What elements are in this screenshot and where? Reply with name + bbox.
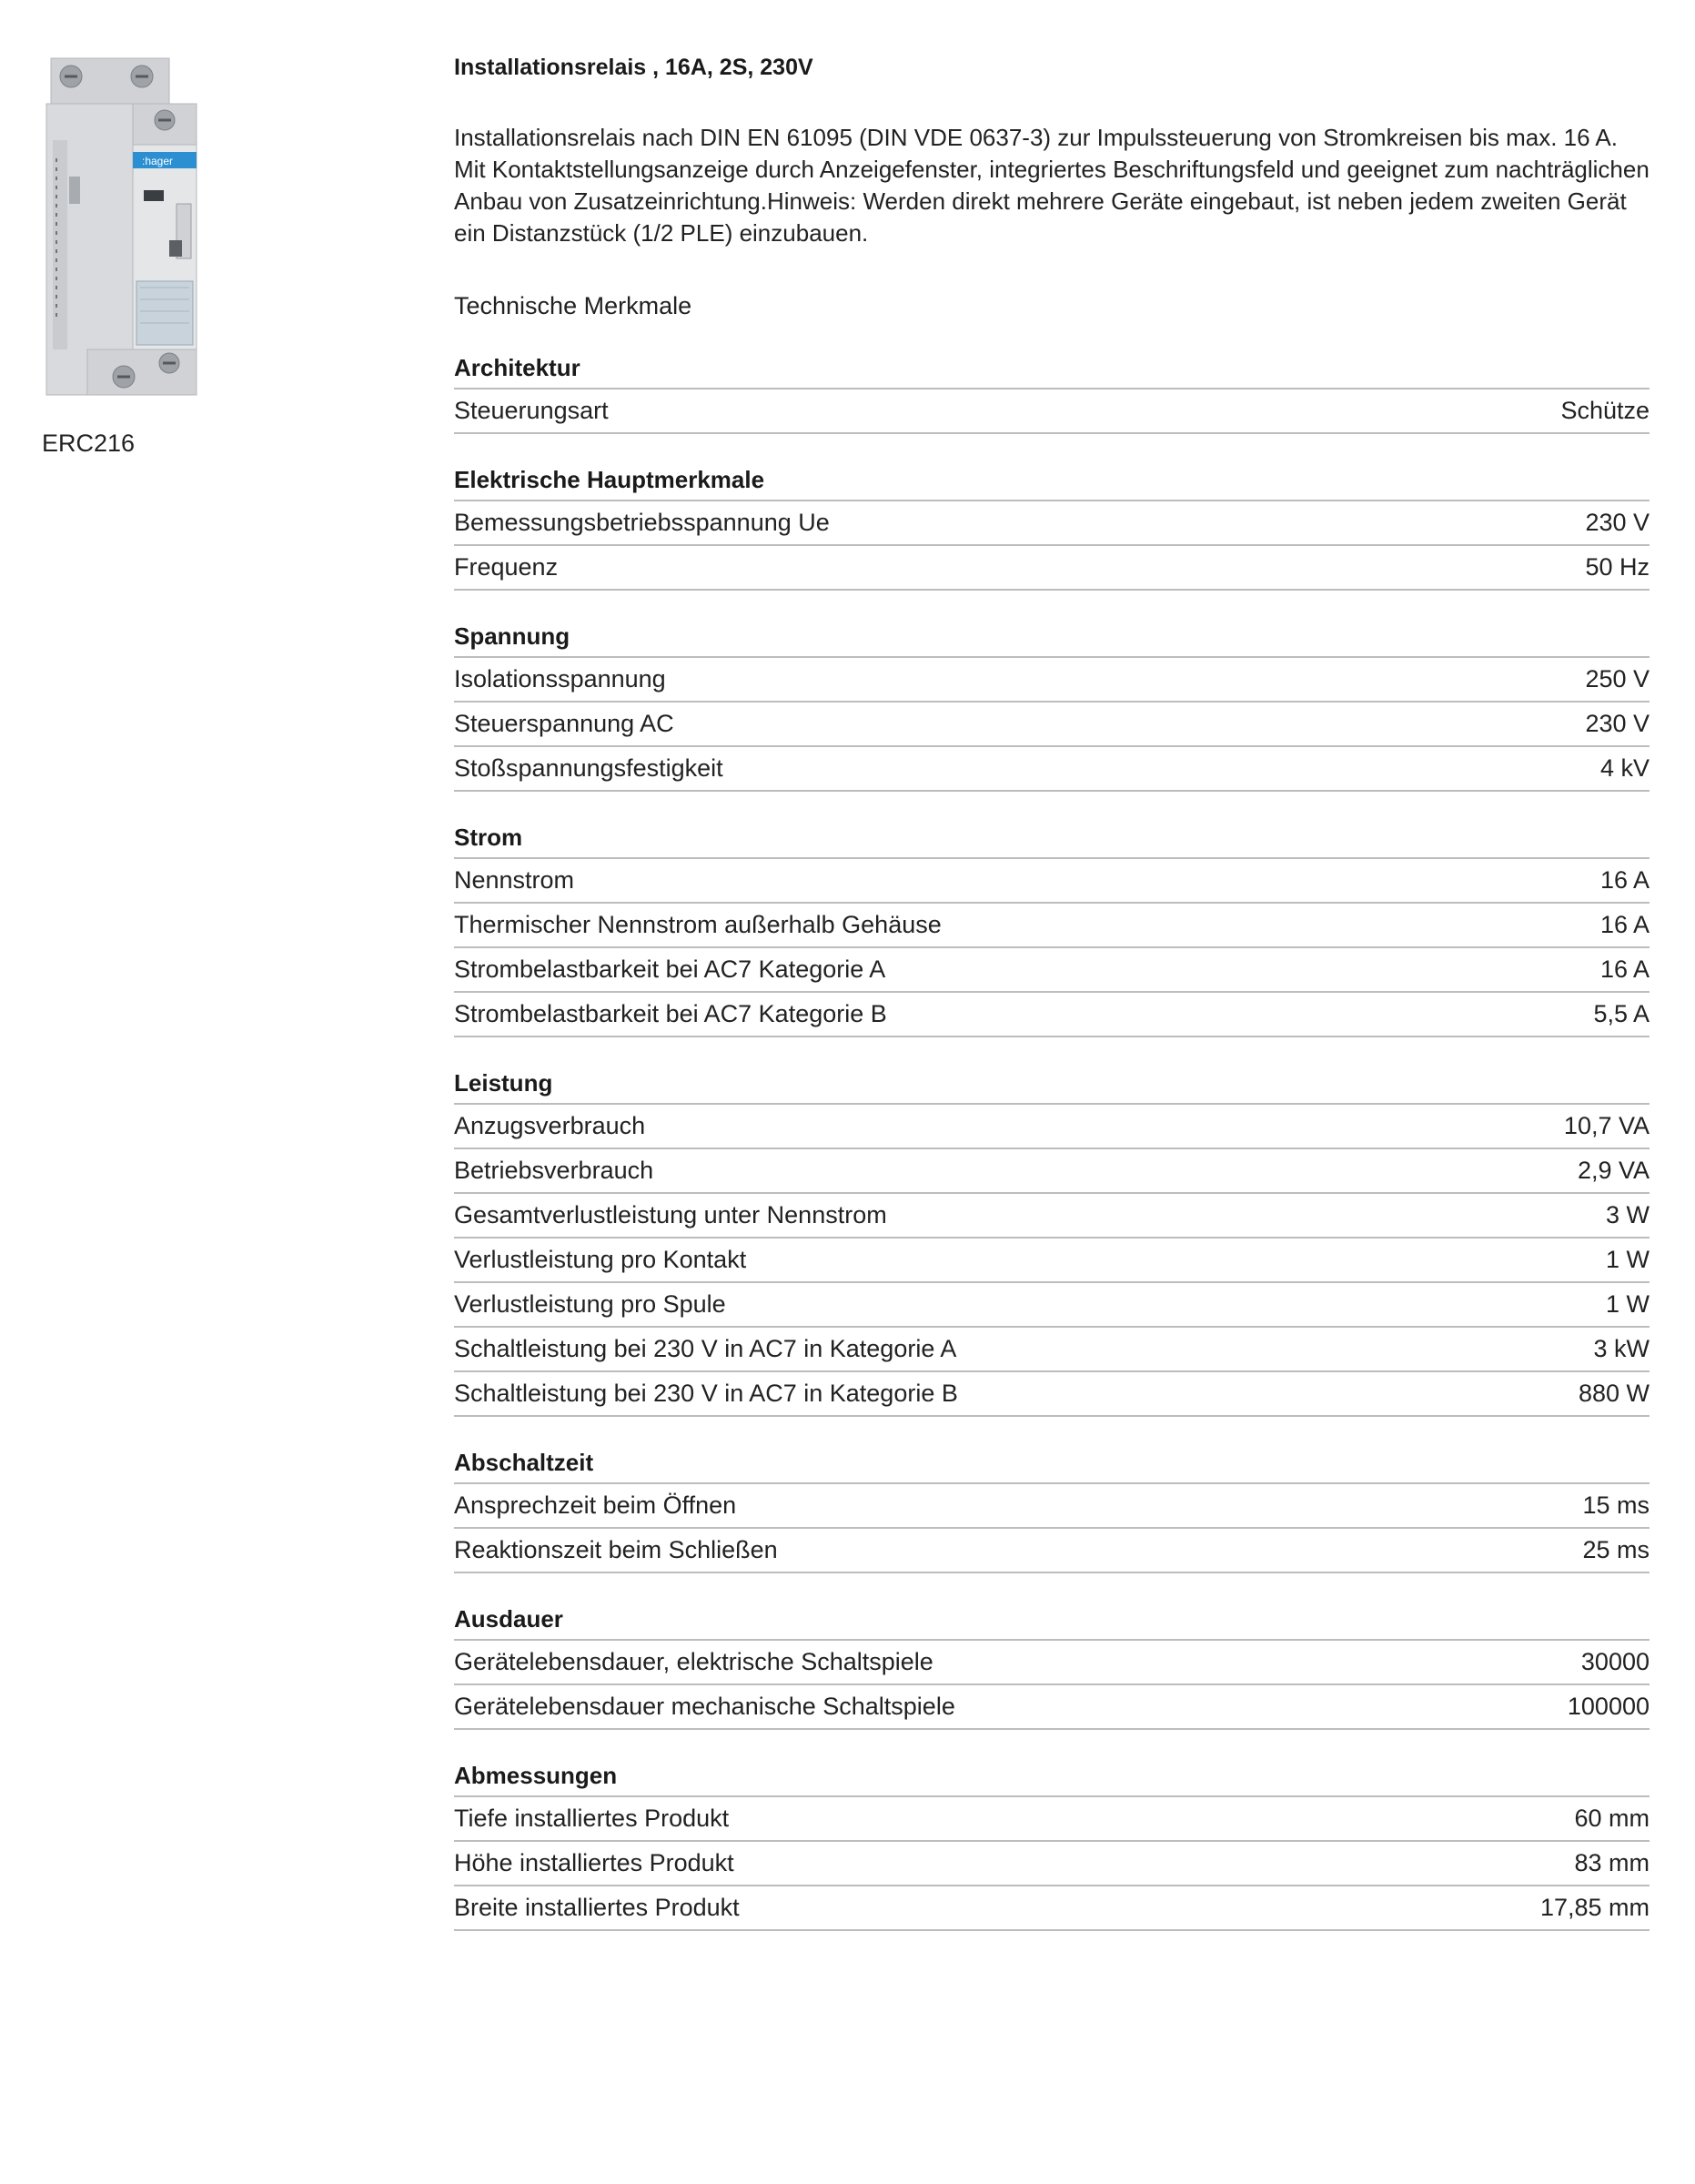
spec-section — [454, 1448, 1650, 1573]
section-title: Spannung — [454, 622, 1650, 658]
spec-section — [454, 823, 1650, 1037]
section-title: Abmessungen — [454, 1761, 1650, 1797]
spec-row — [454, 859, 1650, 904]
spec-value: 5,5 A — [1593, 1000, 1650, 1027]
spec-row — [454, 904, 1650, 948]
spec-section — [454, 1761, 1650, 1931]
spec-row — [454, 1484, 1650, 1529]
spec-value: 3 kW — [1593, 1335, 1650, 1362]
tech-heading: Technische Merkmale — [454, 292, 692, 319]
spec-row — [454, 948, 1650, 993]
spec-label: Tiefe installiertes Produkt — [454, 1805, 730, 1832]
spec-row — [454, 1194, 1650, 1239]
spec-label: Anzugsverbrauch — [454, 1112, 646, 1139]
spec-section — [454, 1068, 1650, 1417]
spec-label: Gesamtverlustleistung unter Nennstrom — [454, 1201, 887, 1228]
spec-value: 10,7 VA — [1563, 1112, 1650, 1139]
spec-row — [454, 1283, 1650, 1328]
spec-label: Nennstrom — [454, 866, 575, 894]
svg-text::hager: :hager — [142, 155, 174, 167]
spec-value: 100000 — [1567, 1693, 1650, 1720]
spec-section — [454, 353, 1650, 434]
spec-section — [454, 465, 1650, 591]
spec-value: 3 W — [1605, 1201, 1650, 1228]
spec-value: 83 mm — [1574, 1849, 1650, 1876]
spec-value: 4 kV — [1599, 754, 1650, 782]
spec-value: 1 W — [1605, 1290, 1650, 1318]
spec-label: Reaktionszeit beim Schließen — [454, 1536, 778, 1563]
product-description: Installationsrelais nach DIN EN 61095 (DIN VDE 0637-3) zur Impulssteuerung von Stromkreisen bis max. 16 A. Mit Kontaktstellungsanzeige durch Anzeigefenster, integriertes Beschriftungsfeld und geeignet zum nachträglichen Anbau von Zusatzeinrichtung.Hinweis: Werden direkt mehrere Geräte eingebaut, ist neben jedem zweiten Gerät ein Distanzstück (1/2 PLE) einzubauen. — [454, 124, 1650, 247]
spec-row — [454, 1149, 1650, 1194]
spec-sections — [454, 353, 1650, 1931]
spec-label: Verlustleistung pro Spule — [454, 1290, 726, 1318]
spec-value: Schütze — [1560, 397, 1650, 424]
section-title: Architektur — [454, 353, 1650, 389]
spec-label: Breite installiertes Produkt — [454, 1894, 740, 1921]
spec-label: Ansprechzeit beim Öffnen — [454, 1491, 737, 1519]
spec-value: 250 V — [1585, 665, 1650, 693]
spec-section — [454, 1604, 1650, 1730]
spec-value: 2,9 VA — [1577, 1157, 1650, 1184]
spec-value: 16 A — [1599, 866, 1650, 894]
spec-label: Gerätelebensdauer mechanische Schaltspiele — [454, 1693, 955, 1720]
spec-label: Schaltleistung bei 230 V in AC7 in Kategorie A — [454, 1335, 957, 1362]
spec-row — [454, 389, 1650, 434]
spec-row — [454, 703, 1650, 747]
spec-row — [454, 1842, 1650, 1886]
product-title: Installationsrelais , 16A, 2S, 230V — [454, 55, 813, 80]
section-title: Elektrische Hauptmerkmale — [454, 465, 1650, 501]
spec-value: 230 V — [1585, 710, 1650, 737]
spec-row — [454, 658, 1650, 703]
spec-row — [454, 501, 1650, 546]
section-title: Abschaltzeit — [454, 1448, 1650, 1484]
product-image-panel — [42, 49, 224, 458]
spec-label: Steuerspannung AC — [454, 710, 674, 737]
product-image — [42, 49, 224, 413]
spec-value: 880 W — [1578, 1380, 1650, 1407]
section-title: Leistung — [454, 1068, 1650, 1105]
spec-label: Gerätelebensdauer, elektrische Schaltspiele — [454, 1648, 933, 1675]
spec-label: Isolationsspannung — [454, 665, 666, 693]
spec-label: Thermischer Nennstrom außerhalb Gehäuse — [454, 911, 942, 938]
spec-row — [454, 1886, 1650, 1931]
spec-row — [454, 1529, 1650, 1573]
spec-row — [454, 1105, 1650, 1149]
spec-row — [454, 1685, 1650, 1730]
spec-row — [454, 1328, 1650, 1372]
section-title: Strom — [454, 823, 1650, 859]
spec-value: 230 V — [1585, 509, 1650, 536]
section-title: Ausdauer — [454, 1604, 1650, 1641]
spec-value: 30000 — [1580, 1648, 1650, 1675]
spec-value: 16 A — [1599, 911, 1650, 938]
spec-label: Strombelastbarkeit bei AC7 Kategorie B — [454, 1000, 887, 1027]
product-details — [454, 49, 1650, 1931]
spec-label: Steuerungsart — [454, 397, 609, 424]
spec-value: 16 A — [1599, 956, 1650, 983]
product-sku: ERC216 — [42, 430, 136, 457]
spec-value: 15 ms — [1582, 1491, 1650, 1519]
spec-value: 50 Hz — [1585, 553, 1650, 581]
spec-row — [454, 1797, 1650, 1842]
spec-label: Frequenz — [454, 553, 559, 581]
spec-label: Höhe installiertes Produkt — [454, 1849, 734, 1876]
spec-label: Schaltleistung bei 230 V in AC7 in Kategorie B — [454, 1380, 958, 1407]
spec-label: Verlustleistung pro Kontakt — [454, 1246, 747, 1273]
spec-label: Betriebsverbrauch — [454, 1157, 654, 1184]
spec-row — [454, 1239, 1650, 1283]
spec-value: 60 mm — [1574, 1805, 1650, 1832]
spec-value: 1 W — [1605, 1246, 1650, 1273]
spec-label: Strombelastbarkeit bei AC7 Kategorie A — [454, 956, 886, 983]
spec-value: 25 ms — [1582, 1536, 1650, 1563]
spec-row — [454, 1641, 1650, 1685]
spec-label: Bemessungsbetriebsspannung Ue — [454, 509, 830, 536]
spec-row — [454, 747, 1650, 792]
spec-row — [454, 546, 1650, 591]
spec-value: 17,85 mm — [1539, 1894, 1650, 1921]
spec-row — [454, 1372, 1650, 1417]
spec-section — [454, 622, 1650, 792]
spec-row — [454, 993, 1650, 1037]
spec-label: Stoßspannungsfestigkeit — [454, 754, 723, 782]
